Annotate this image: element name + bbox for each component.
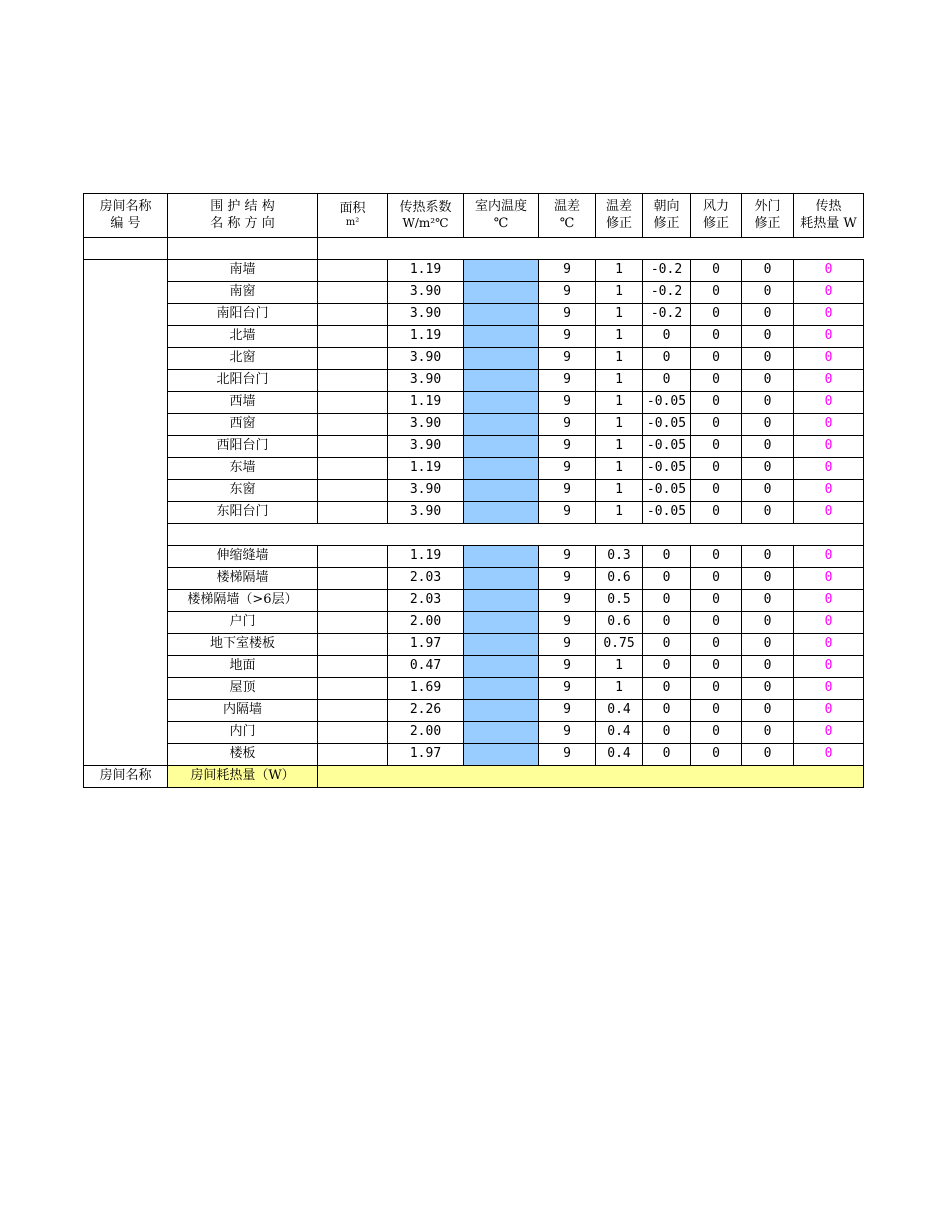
orient-corr-cell: -0.05 <box>643 414 691 436</box>
temp-diff-cell: 9 <box>539 546 596 568</box>
table-row <box>84 634 864 656</box>
indoor-temp-cell[interactable] <box>464 260 539 282</box>
area-cell[interactable] <box>318 502 388 524</box>
header-k: 传热系数 W/m²℃ <box>388 194 464 238</box>
envelope-name-cell: 楼梯隔墙（>6层） <box>168 590 318 612</box>
envelope-name-cell: 东窗 <box>168 480 318 502</box>
header-temp-diff: 温差 ℃ <box>539 194 596 238</box>
envelope-name-cell: 北阳台门 <box>168 370 318 392</box>
area-cell[interactable] <box>318 480 388 502</box>
wind-corr-cell: 0 <box>691 392 742 414</box>
header-wind-corr: 风力 修正 <box>691 194 742 238</box>
orient-corr-cell: -0.05 <box>643 480 691 502</box>
header-orient-corr: 朝向 修正 <box>643 194 691 238</box>
temp-diff-corr-cell: 0.4 <box>596 722 643 744</box>
temp-diff-cell: 9 <box>539 304 596 326</box>
area-cell[interactable] <box>318 656 388 678</box>
wind-corr-cell: 0 <box>691 304 742 326</box>
temp-diff-corr-cell: 1 <box>596 436 643 458</box>
orient-corr-cell: -0.05 <box>643 502 691 524</box>
table-row <box>84 502 864 524</box>
wind-corr-cell: 0 <box>691 370 742 392</box>
temp-diff-corr-cell: 1 <box>596 656 643 678</box>
heat-loss-cell: 0 <box>794 458 864 480</box>
envelope-name-cell: 西窗 <box>168 414 318 436</box>
area-cell[interactable] <box>318 414 388 436</box>
temp-diff-corr-cell: 1 <box>596 458 643 480</box>
wind-corr-cell: 0 <box>691 744 742 766</box>
k-value-cell: 3.90 <box>388 282 464 304</box>
k-value-cell: 1.69 <box>388 678 464 700</box>
k-value-cell: 1.19 <box>388 326 464 348</box>
envelope-name-cell: 内门 <box>168 722 318 744</box>
table-row <box>84 744 864 766</box>
table-row <box>84 260 864 282</box>
door-corr-cell: 0 <box>742 700 794 722</box>
heat-loss-cell: 0 <box>794 612 864 634</box>
heat-loss-cell: 0 <box>794 590 864 612</box>
envelope-name-cell: 南窗 <box>168 282 318 304</box>
temp-diff-corr-cell: 1 <box>596 414 643 436</box>
k-value-cell: 3.90 <box>388 436 464 458</box>
heat-loss-cell: 0 <box>794 568 864 590</box>
k-value-cell: 0.47 <box>388 656 464 678</box>
heat-loss-cell: 0 <box>794 326 864 348</box>
area-cell[interactable] <box>318 392 388 414</box>
area-cell[interactable] <box>318 678 388 700</box>
k-value-cell: 1.19 <box>388 546 464 568</box>
indoor-temp-cell[interactable] <box>464 392 539 414</box>
wind-corr-cell: 0 <box>691 480 742 502</box>
heat-loss-cell: 0 <box>794 282 864 304</box>
orient-corr-cell: 0 <box>643 700 691 722</box>
area-cell[interactable] <box>318 436 388 458</box>
heat-loss-cell: 0 <box>794 700 864 722</box>
orient-corr-cell: 0 <box>643 546 691 568</box>
table-row <box>84 700 864 722</box>
area-cell[interactable] <box>318 568 388 590</box>
footer-row <box>84 766 864 788</box>
header-heat-loss: 传热 耗热量 W <box>794 194 864 238</box>
k-value-cell: 2.00 <box>388 722 464 744</box>
temp-diff-corr-cell: 1 <box>596 326 643 348</box>
envelope-name-cell: 南墙 <box>168 260 318 282</box>
door-corr-cell: 0 <box>742 458 794 480</box>
k-value-cell: 1.19 <box>388 392 464 414</box>
orient-corr-cell: 0 <box>643 656 691 678</box>
indoor-temp-cell[interactable] <box>464 700 539 722</box>
door-corr-cell: 0 <box>742 282 794 304</box>
orient-corr-cell: 0 <box>643 326 691 348</box>
envelope-name-cell: 东墙 <box>168 458 318 480</box>
footer-room-label: 房间名称 <box>84 766 168 788</box>
door-corr-cell: 0 <box>742 414 794 436</box>
temp-diff-cell: 9 <box>539 590 596 612</box>
table-row <box>84 414 864 436</box>
envelope-name-cell: 地面 <box>168 656 318 678</box>
table-row <box>84 590 864 612</box>
temp-diff-cell: 9 <box>539 502 596 524</box>
temp-diff-cell: 9 <box>539 480 596 502</box>
room-name-merged-cell[interactable] <box>84 260 168 766</box>
orient-corr-cell: -0.05 <box>643 392 691 414</box>
envelope-name-cell: 地下室楼板 <box>168 634 318 656</box>
temp-diff-cell: 9 <box>539 722 596 744</box>
k-value-cell: 1.97 <box>388 634 464 656</box>
temp-diff-cell: 9 <box>539 392 596 414</box>
door-corr-cell: 0 <box>742 480 794 502</box>
header-door-corr: 外门 修正 <box>742 194 794 238</box>
heat-loss-cell: 0 <box>794 304 864 326</box>
indoor-temp-cell[interactable] <box>464 612 539 634</box>
door-corr-cell: 0 <box>742 436 794 458</box>
k-value-cell: 2.00 <box>388 612 464 634</box>
header-temp-diff-corr: 温差 修正 <box>596 194 643 238</box>
area-cell[interactable] <box>318 612 388 634</box>
indoor-temp-cell[interactable] <box>464 590 539 612</box>
table-row <box>84 282 864 304</box>
indoor-temp-cell[interactable] <box>464 326 539 348</box>
wind-corr-cell: 0 <box>691 612 742 634</box>
temp-diff-corr-cell: 0.3 <box>596 546 643 568</box>
envelope-name-cell: 北窗 <box>168 348 318 370</box>
k-value-cell: 2.03 <box>388 590 464 612</box>
heat-loss-cell: 0 <box>794 392 864 414</box>
area-cell[interactable] <box>318 590 388 612</box>
k-value-cell: 3.90 <box>388 502 464 524</box>
indoor-temp-cell[interactable] <box>464 414 539 436</box>
envelope-name-cell: 东阳台门 <box>168 502 318 524</box>
area-cell[interactable] <box>318 326 388 348</box>
k-value-cell: 3.90 <box>388 348 464 370</box>
temp-diff-corr-cell: 1 <box>596 348 643 370</box>
heat-loss-cell: 0 <box>794 722 864 744</box>
orient-corr-cell: -0.05 <box>643 436 691 458</box>
header-indoor-temp: 室内温度 ℃ <box>464 194 539 238</box>
temp-diff-cell: 9 <box>539 326 596 348</box>
orient-corr-cell: 0 <box>643 568 691 590</box>
indoor-temp-cell[interactable] <box>464 656 539 678</box>
header-room-name: 房间名称 编 号 <box>84 194 168 238</box>
wind-corr-cell: 0 <box>691 546 742 568</box>
indoor-temp-cell[interactable] <box>464 282 539 304</box>
door-corr-cell: 0 <box>742 546 794 568</box>
temp-diff-cell: 9 <box>539 700 596 722</box>
temp-diff-corr-cell: 1 <box>596 392 643 414</box>
area-cell[interactable] <box>318 744 388 766</box>
temp-diff-corr-cell: 1 <box>596 282 643 304</box>
k-value-cell: 1.19 <box>388 458 464 480</box>
door-corr-cell: 0 <box>742 744 794 766</box>
door-corr-cell: 0 <box>742 304 794 326</box>
wind-corr-cell: 0 <box>691 678 742 700</box>
indoor-temp-cell[interactable] <box>464 348 539 370</box>
area-cell[interactable] <box>318 634 388 656</box>
separator-cell <box>168 524 864 546</box>
area-cell[interactable] <box>318 458 388 480</box>
envelope-name-cell: 户门 <box>168 612 318 634</box>
heat-loss-cell: 0 <box>794 436 864 458</box>
table-row <box>84 326 864 348</box>
area-cell[interactable] <box>318 700 388 722</box>
heat-loss-cell: 0 <box>794 678 864 700</box>
table-row <box>84 546 864 568</box>
door-corr-cell: 0 <box>742 590 794 612</box>
orient-corr-cell: -0.2 <box>643 304 691 326</box>
door-corr-cell: 0 <box>742 348 794 370</box>
indoor-temp-cell[interactable] <box>464 502 539 524</box>
door-corr-cell: 0 <box>742 260 794 282</box>
orient-corr-cell: -0.2 <box>643 260 691 282</box>
header-envelope: 围 护 结 构 名 称 方 向 <box>168 194 318 238</box>
indoor-temp-cell[interactable] <box>464 370 539 392</box>
door-corr-cell: 0 <box>742 502 794 524</box>
table-row <box>84 480 864 502</box>
envelope-name-cell: 屋顶 <box>168 678 318 700</box>
door-corr-cell: 0 <box>742 568 794 590</box>
door-corr-cell: 0 <box>742 326 794 348</box>
indoor-temp-cell[interactable] <box>464 304 539 326</box>
door-corr-cell: 0 <box>742 656 794 678</box>
temp-diff-corr-cell: 0.6 <box>596 612 643 634</box>
temp-diff-cell: 9 <box>539 348 596 370</box>
indoor-temp-cell[interactable] <box>464 436 539 458</box>
orient-corr-cell: 0 <box>643 590 691 612</box>
area-cell[interactable] <box>318 546 388 568</box>
k-value-cell: 3.90 <box>388 304 464 326</box>
header-area: 面积 m² <box>318 194 388 238</box>
room-id-spacer <box>318 238 864 260</box>
orient-corr-cell: 0 <box>643 348 691 370</box>
k-value-cell: 3.90 <box>388 370 464 392</box>
wind-corr-cell: 0 <box>691 458 742 480</box>
wind-corr-cell: 0 <box>691 502 742 524</box>
area-cell[interactable] <box>318 722 388 744</box>
footer-total-value[interactable] <box>318 766 864 788</box>
table-row <box>84 458 864 480</box>
heat-loss-cell: 0 <box>794 480 864 502</box>
envelope-name-cell: 楼梯隔墙 <box>168 568 318 590</box>
temp-diff-cell: 9 <box>539 744 596 766</box>
temp-diff-cell: 9 <box>539 458 596 480</box>
temp-diff-corr-cell: 0.4 <box>596 744 643 766</box>
area-cell[interactable] <box>318 304 388 326</box>
k-value-cell: 1.19 <box>388 260 464 282</box>
wind-corr-cell: 0 <box>691 282 742 304</box>
wind-corr-cell: 0 <box>691 722 742 744</box>
k-value-cell: 2.26 <box>388 700 464 722</box>
table-row <box>84 678 864 700</box>
temp-diff-cell: 9 <box>539 260 596 282</box>
envelope-name-cell: 南阳台门 <box>168 304 318 326</box>
heat-loss-cell: 0 <box>794 546 864 568</box>
temp-diff-cell: 9 <box>539 436 596 458</box>
heat-load-table <box>83 193 864 788</box>
temp-diff-cell: 9 <box>539 282 596 304</box>
wind-corr-cell: 0 <box>691 656 742 678</box>
area-cell[interactable] <box>318 260 388 282</box>
orient-corr-cell: 0 <box>643 678 691 700</box>
wind-corr-cell: 0 <box>691 260 742 282</box>
orient-corr-cell: 0 <box>643 370 691 392</box>
door-corr-cell: 0 <box>742 370 794 392</box>
heat-loss-cell: 0 <box>794 744 864 766</box>
temp-diff-cell: 9 <box>539 612 596 634</box>
heat-loss-cell: 0 <box>794 414 864 436</box>
indoor-temp-cell[interactable] <box>464 744 539 766</box>
temp-diff-corr-cell: 1 <box>596 370 643 392</box>
temp-diff-corr-cell: 0.75 <box>596 634 643 656</box>
temp-diff-cell: 9 <box>539 414 596 436</box>
wind-corr-cell: 0 <box>691 568 742 590</box>
k-value-cell: 1.97 <box>388 744 464 766</box>
heat-loss-cell: 0 <box>794 656 864 678</box>
wind-corr-cell: 0 <box>691 590 742 612</box>
heat-loss-cell: 0 <box>794 634 864 656</box>
envelope-name-cell: 西墙 <box>168 392 318 414</box>
temp-diff-cell: 9 <box>539 678 596 700</box>
orient-corr-cell: 0 <box>643 722 691 744</box>
orient-corr-cell: 0 <box>643 634 691 656</box>
heat-loss-cell: 0 <box>794 370 864 392</box>
table-row <box>84 568 864 590</box>
wind-corr-cell: 0 <box>691 414 742 436</box>
table-row <box>84 348 864 370</box>
table-row <box>84 722 864 744</box>
envelope-name-cell: 内隔墙 <box>168 700 318 722</box>
indoor-temp-cell[interactable] <box>464 634 539 656</box>
temp-diff-corr-cell: 1 <box>596 304 643 326</box>
table-row <box>84 304 864 326</box>
temp-diff-cell: 9 <box>539 656 596 678</box>
temp-diff-corr-cell: 1 <box>596 678 643 700</box>
temp-diff-corr-cell: 1 <box>596 480 643 502</box>
table-row <box>84 612 864 634</box>
area-cell[interactable] <box>318 370 388 392</box>
room-id-cell[interactable] <box>84 238 168 260</box>
footer-total-label: 房间耗热量（W） <box>168 766 318 788</box>
indoor-temp-cell[interactable] <box>464 722 539 744</box>
room-id-desc-cell[interactable] <box>168 238 318 260</box>
area-cell[interactable] <box>318 348 388 370</box>
temp-diff-corr-cell: 0.6 <box>596 568 643 590</box>
orient-corr-cell: 0 <box>643 612 691 634</box>
envelope-name-cell: 伸缩缝墙 <box>168 546 318 568</box>
indoor-temp-cell[interactable] <box>464 458 539 480</box>
k-value-cell: 3.90 <box>388 480 464 502</box>
indoor-temp-cell[interactable] <box>464 678 539 700</box>
room-id-row <box>84 238 864 260</box>
temp-diff-cell: 9 <box>539 370 596 392</box>
table-row <box>84 370 864 392</box>
door-corr-cell: 0 <box>742 722 794 744</box>
header-row <box>84 194 864 238</box>
k-value-cell: 2.03 <box>388 568 464 590</box>
temp-diff-corr-cell: 1 <box>596 260 643 282</box>
table-row <box>84 392 864 414</box>
table-row <box>84 436 864 458</box>
indoor-temp-cell[interactable] <box>464 480 539 502</box>
temp-diff-corr-cell: 0.4 <box>596 700 643 722</box>
temp-diff-corr-cell: 1 <box>596 502 643 524</box>
indoor-temp-cell[interactable] <box>464 568 539 590</box>
wind-corr-cell: 0 <box>691 700 742 722</box>
separator-row <box>84 524 864 546</box>
indoor-temp-cell[interactable] <box>464 546 539 568</box>
wind-corr-cell: 0 <box>691 326 742 348</box>
envelope-name-cell: 楼板 <box>168 744 318 766</box>
heat-loss-cell: 0 <box>794 348 864 370</box>
heat-loss-cell: 0 <box>794 502 864 524</box>
envelope-name-cell: 北墙 <box>168 326 318 348</box>
table-row <box>84 656 864 678</box>
area-cell[interactable] <box>318 282 388 304</box>
temp-diff-cell: 9 <box>539 634 596 656</box>
wind-corr-cell: 0 <box>691 634 742 656</box>
door-corr-cell: 0 <box>742 678 794 700</box>
orient-corr-cell: -0.2 <box>643 282 691 304</box>
temp-diff-corr-cell: 0.5 <box>596 590 643 612</box>
door-corr-cell: 0 <box>742 612 794 634</box>
temp-diff-cell: 9 <box>539 568 596 590</box>
k-value-cell: 3.90 <box>388 414 464 436</box>
door-corr-cell: 0 <box>742 634 794 656</box>
heat-loss-cell: 0 <box>794 260 864 282</box>
orient-corr-cell: -0.05 <box>643 458 691 480</box>
wind-corr-cell: 0 <box>691 436 742 458</box>
door-corr-cell: 0 <box>742 392 794 414</box>
orient-corr-cell: 0 <box>643 744 691 766</box>
wind-corr-cell: 0 <box>691 348 742 370</box>
envelope-name-cell: 西阳台门 <box>168 436 318 458</box>
